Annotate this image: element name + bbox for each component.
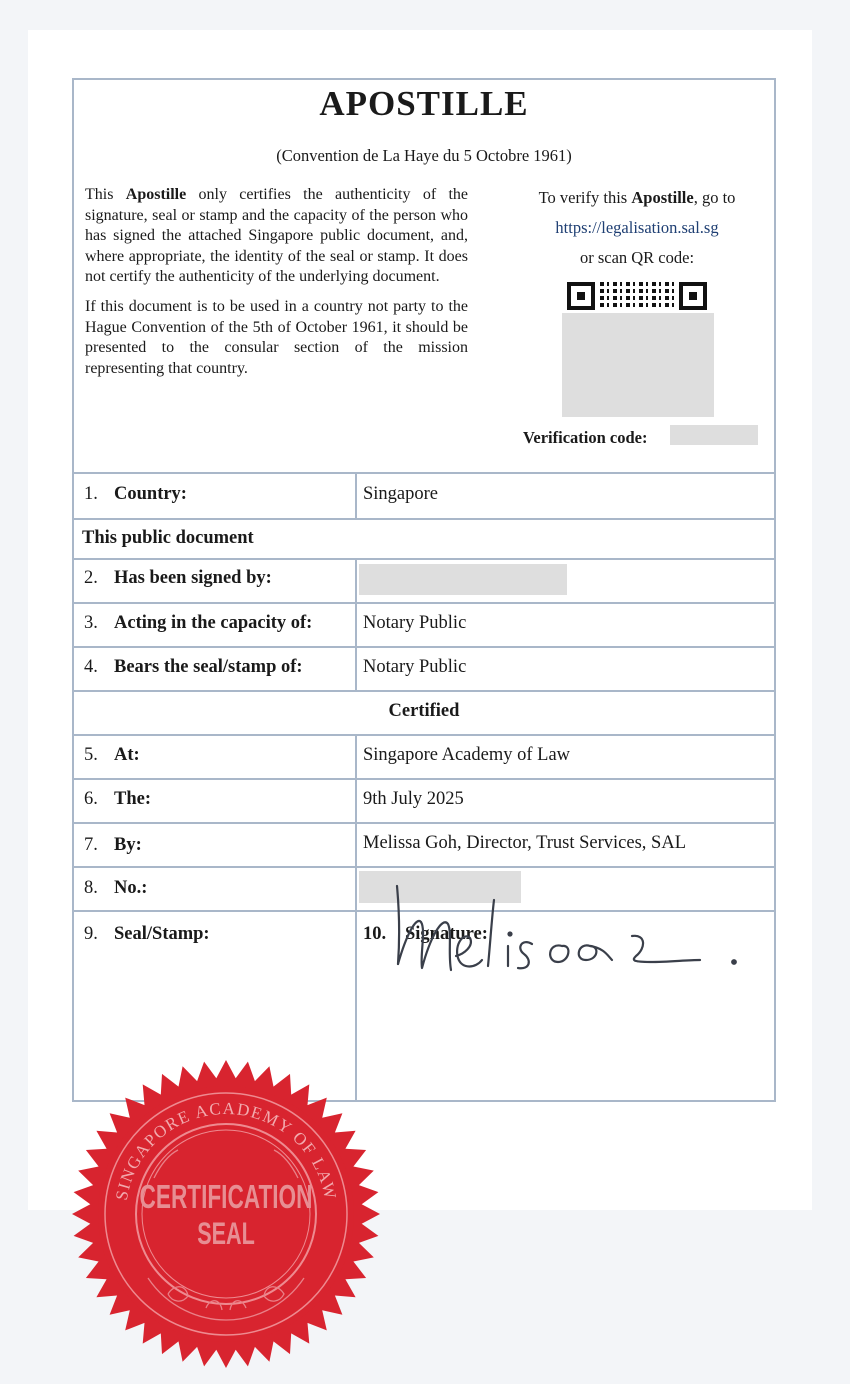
seal-of-label: 4. Bears the seal/stamp of: [84,657,303,677]
signature-image [320,876,760,1006]
intro-text [85,185,468,388]
signed-by-redaction [359,564,567,595]
column-divider [355,824,357,866]
date-label: 6. The: [84,789,151,809]
country-value: Singapore [363,484,439,504]
capacity-value: Notary Public [363,613,467,633]
verify-block [504,183,770,273]
row-by [74,822,774,866]
scan-instruction: or scan QR code: [579,248,695,267]
seal-center-line-2: SEAL [197,1216,255,1251]
at-value: Singapore Academy of Law [363,745,571,765]
certified-heading: Certified [388,701,460,721]
certification-seal [70,1058,382,1370]
column-divider [355,780,357,822]
column-divider [355,474,357,518]
seal-ring-text: SINGAPORE ACADEMY OF LAW [111,1098,341,1202]
seal-stamp-label: 9. Seal/Stamp: [84,924,210,944]
page-title: APOSTILLE [319,84,529,123]
capacity-label: 3. Acting in the capacity of: [84,613,313,633]
at-label: 5. At: [84,745,140,765]
by-label: 7. By: [84,835,142,855]
verification-code-redaction [670,425,758,445]
intro-paragraph-2: If this document is to be used in a country not party to the Hague Convention of the 5th of October 1961, it should be presented to the consular section of the mission representing that country. [85,297,468,377]
verify-instruction: To verify this Apostille, go to [538,188,736,207]
row-signed-by [74,558,774,602]
seal-center-line-1: CERTIFICATION [139,1178,313,1217]
row-at [74,734,774,778]
qr-finder-right [679,282,707,310]
signature-label: 10. Signature: [363,924,488,944]
by-value: Melissa Goh, Director, Trust Services, SAL [363,833,686,853]
qr-code[interactable] [567,278,707,314]
public-document-heading: This public document [82,528,254,548]
qr-finder-left [567,282,595,310]
convention-subtitle: (Convention de La Haye du 5 Octobre 1961) [276,146,572,165]
seal-of-value: Notary Public [363,657,467,677]
signed-by-label: 2. Has been signed by: [84,568,272,588]
row-date [74,778,774,822]
column-divider [355,560,357,602]
verification-code-label: Verification code: [523,428,648,447]
date-value: 9th July 2025 [363,789,464,809]
number-label: 8. No.: [84,878,148,898]
row-seal-of [74,646,774,690]
row-certified [74,690,774,734]
country-label: 1. Country: [84,484,187,504]
column-divider [355,648,357,690]
column-divider [355,736,357,778]
qr-redaction [562,313,714,417]
column-divider [355,604,357,646]
intro-paragraph-1: This Apostille only certifies the authenticity of the signature, seal or stamp and the capacity of the person who has signed the attached Singapore public document, and, where appropriate, the identity of the seal or stamp. It does not certify the authenticity of the underlying document. [85,186,469,286]
qr-modules [600,282,674,310]
row-public-document [74,518,774,558]
row-country [74,472,774,518]
verify-link[interactable]: https://legalisation.sal.sg [555,218,719,237]
row-capacity [74,602,774,646]
